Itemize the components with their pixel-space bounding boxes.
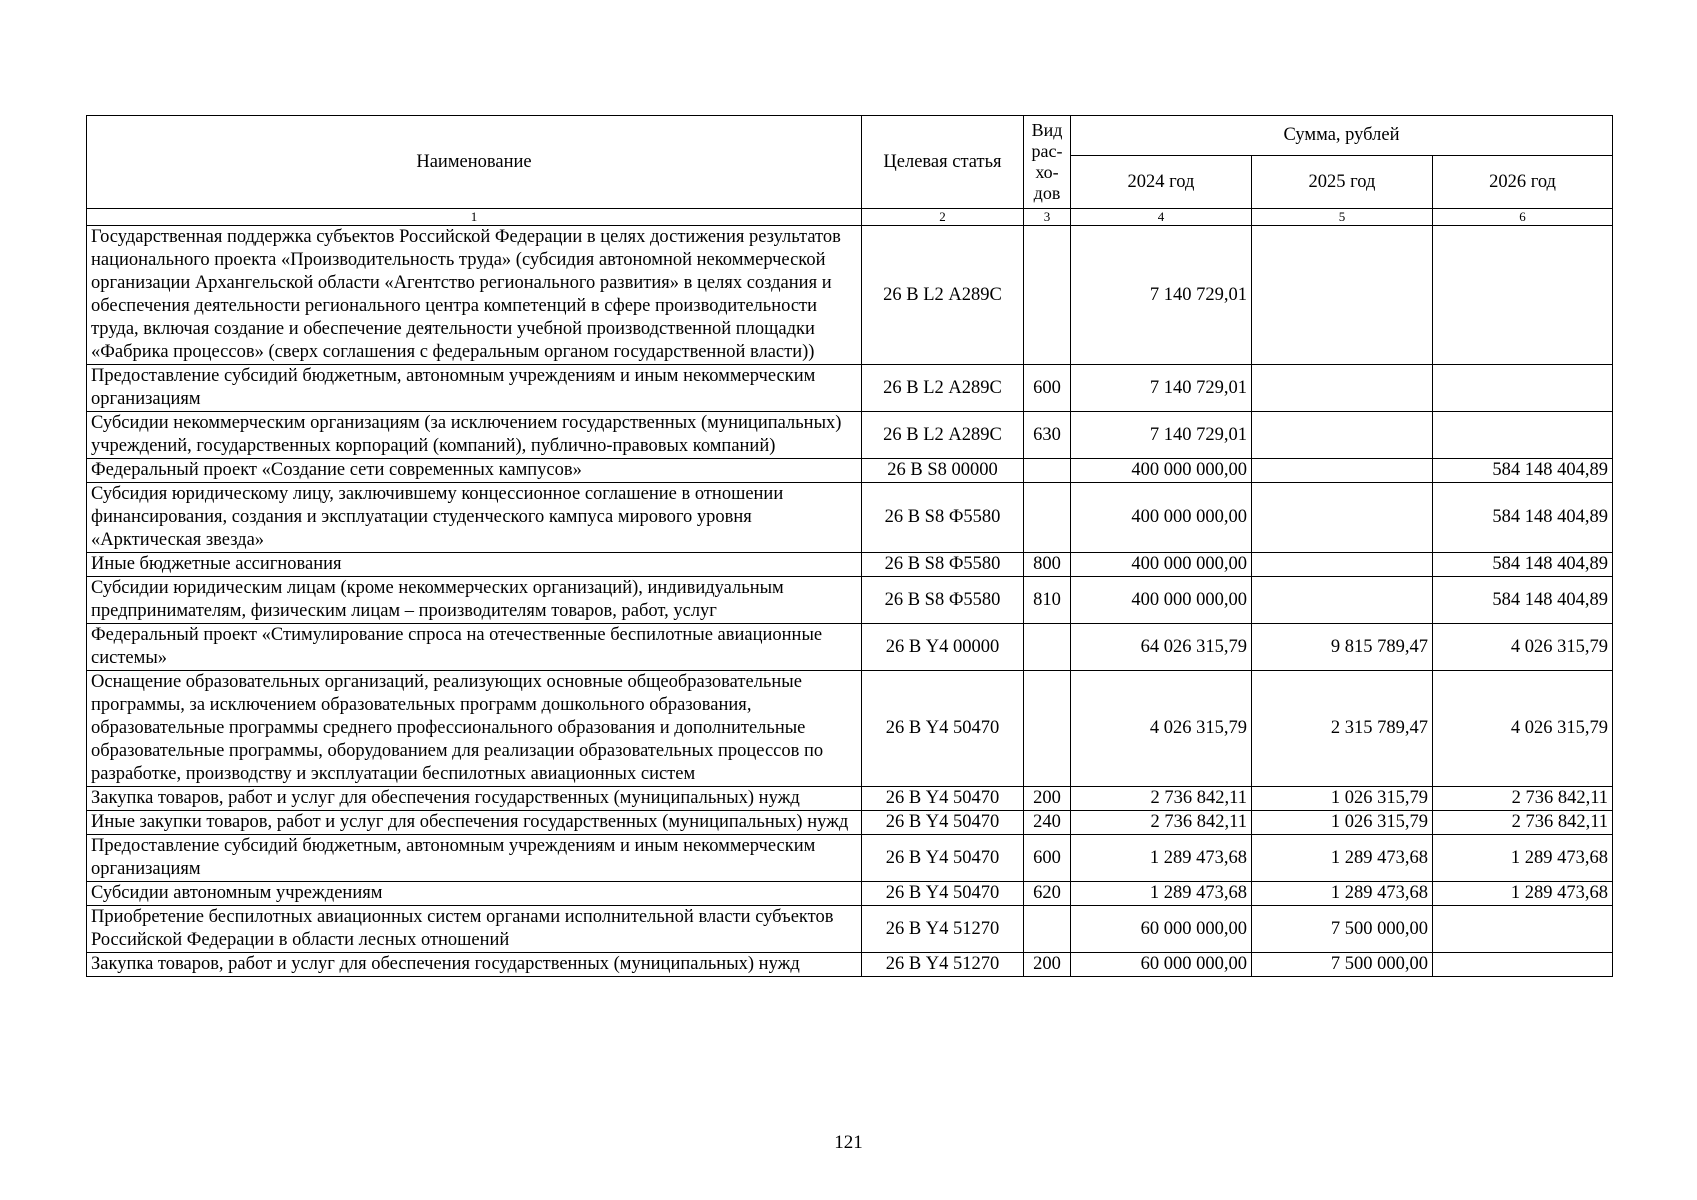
row-amount-2025: 7 500 000,00 (1252, 906, 1433, 953)
row-name: Федеральный проект «Создание сети современных кампусов» (87, 459, 862, 483)
row-target-code: 26 В Y4 50470 (862, 811, 1024, 835)
page-number: 121 (834, 1132, 863, 1153)
row-amount-2025 (1252, 412, 1433, 459)
row-amount-2024: 4 026 315,79 (1071, 671, 1252, 787)
row-target-code: 26 В Y4 50470 (862, 787, 1024, 811)
table-row (87, 671, 1613, 787)
table-row (87, 953, 1613, 977)
row-name: Закупка товаров, работ и услуг для обеспечения государственных (муниципальных) нужд (87, 953, 862, 977)
row-target-code: 26 В S8 Ф5580 (862, 483, 1024, 553)
row-amount-2026: 584 148 404,89 (1433, 553, 1613, 577)
row-target-code: 26 В Y4 50470 (862, 882, 1024, 906)
row-amount-2024: 2 736 842,11 (1071, 787, 1252, 811)
row-amount-2026: 584 148 404,89 (1433, 577, 1613, 624)
row-amount-2024: 2 736 842,11 (1071, 811, 1252, 835)
table-row (87, 787, 1613, 811)
row-target-code: 26 В S8 Ф5580 (862, 577, 1024, 624)
row-expense-type: 600 (1024, 835, 1071, 882)
row-amount-2024: 1 289 473,68 (1071, 835, 1252, 882)
row-name: Федеральный проект «Стимулирование спроса на отечественные беспилотные авиационные системы» (87, 624, 862, 671)
row-amount-2025: 1 026 315,79 (1252, 787, 1433, 811)
header-year-2026: 2026 год (1433, 156, 1613, 209)
row-amount-2024: 400 000 000,00 (1071, 553, 1252, 577)
table-header (87, 116, 1613, 226)
row-amount-2026: 4 026 315,79 (1433, 624, 1613, 671)
row-name: Оснащение образовательных организаций, реализующих основные общеобразовательные программы, за исключением образовательных программ дошкольного образования, образовательные программы среднего профессионального образования и дополнительные образовательные программы, оборудованием для реализации образовательных процессов по разработке, производству и эксплуатации беспилотных авиационных систем (87, 671, 862, 787)
row-expense-type: 600 (1024, 365, 1071, 412)
budget-table (86, 115, 1613, 977)
table-row (87, 906, 1613, 953)
row-amount-2024: 7 140 729,01 (1071, 365, 1252, 412)
row-amount-2025: 1 289 473,68 (1252, 835, 1433, 882)
row-amount-2024: 400 000 000,00 (1071, 483, 1252, 553)
row-amount-2024: 1 289 473,68 (1071, 882, 1252, 906)
row-amount-2025 (1252, 483, 1433, 553)
row-amount-2026: 584 148 404,89 (1433, 459, 1613, 483)
row-amount-2026 (1433, 365, 1613, 412)
row-name: Субсидия юридическому лицу, заключившему концессионное соглашение в отношении финансирования, создания и эксплуатации студенческого кампуса мирового уровня «Арктическая звезда» (87, 483, 862, 553)
row-name: Субсидии некоммерческим организациям (за исключением государственных (муниципальных) учреждений, государственных корпораций (компаний), публично-правовых компаний) (87, 412, 862, 459)
row-amount-2025 (1252, 577, 1433, 624)
table-body (87, 226, 1613, 977)
row-expense-type: 200 (1024, 787, 1071, 811)
table-row (87, 459, 1613, 483)
row-name: Субсидии автономным учреждениям (87, 882, 862, 906)
row-amount-2024: 64 026 315,79 (1071, 624, 1252, 671)
row-amount-2025 (1252, 226, 1433, 365)
row-amount-2026: 2 736 842,11 (1433, 787, 1613, 811)
row-amount-2024: 7 140 729,01 (1071, 226, 1252, 365)
row-target-code: 26 В S8 Ф5580 (862, 553, 1024, 577)
row-target-code: 26 В L2 А289С (862, 365, 1024, 412)
col-number-2: 2 (862, 209, 1024, 226)
header-year-2024: 2024 год (1071, 156, 1252, 209)
row-target-code: 26 В Y4 50470 (862, 671, 1024, 787)
table-row (87, 577, 1613, 624)
row-expense-type (1024, 226, 1071, 365)
row-amount-2025: 1 026 315,79 (1252, 811, 1433, 835)
row-name: Предоставление субсидий бюджетным, автономным учреждениям и иным некоммерческим организациям (87, 835, 862, 882)
row-amount-2025 (1252, 365, 1433, 412)
row-expense-type (1024, 624, 1071, 671)
row-amount-2024: 60 000 000,00 (1071, 906, 1252, 953)
row-target-code: 26 В Y4 51270 (862, 906, 1024, 953)
row-amount-2025: 7 500 000,00 (1252, 953, 1433, 977)
header-expense-type: Вид рас-хо-дов (1024, 116, 1071, 209)
row-amount-2025: 2 315 789,47 (1252, 671, 1433, 787)
row-expense-type (1024, 906, 1071, 953)
header-sum-title: Сумма, рублей (1071, 116, 1613, 156)
row-target-code: 26 В Y4 50470 (862, 835, 1024, 882)
row-name: Предоставление субсидий бюджетным, автономным учреждениям и иным некоммерческим организациям (87, 365, 862, 412)
col-number-4: 4 (1071, 209, 1252, 226)
row-amount-2026: 2 736 842,11 (1433, 811, 1613, 835)
row-amount-2025 (1252, 553, 1433, 577)
row-amount-2026 (1433, 226, 1613, 365)
table-row (87, 882, 1613, 906)
table-row (87, 483, 1613, 553)
row-amount-2026: 4 026 315,79 (1433, 671, 1613, 787)
row-amount-2024: 60 000 000,00 (1071, 953, 1252, 977)
row-amount-2026 (1433, 906, 1613, 953)
row-expense-type: 810 (1024, 577, 1071, 624)
row-amount-2025: 9 815 789,47 (1252, 624, 1433, 671)
table-row (87, 553, 1613, 577)
row-expense-type: 800 (1024, 553, 1071, 577)
row-name: Приобретение беспилотных авиационных систем органами исполнительной власти субъектов Российской Федерации в области лесных отношений (87, 906, 862, 953)
table-row (87, 412, 1613, 459)
row-amount-2026: 1 289 473,68 (1433, 882, 1613, 906)
row-name: Закупка товаров, работ и услуг для обеспечения государственных (муниципальных) нужд (87, 787, 862, 811)
header-target: Целевая статья (862, 116, 1024, 209)
row-expense-type: 240 (1024, 811, 1071, 835)
row-expense-type: 620 (1024, 882, 1071, 906)
row-amount-2025 (1252, 459, 1433, 483)
row-amount-2026: 1 289 473,68 (1433, 835, 1613, 882)
table-row (87, 835, 1613, 882)
col-number-6: 6 (1433, 209, 1613, 226)
row-target-code: 26 В L2 А289С (862, 412, 1024, 459)
header-year-2025: 2025 год (1252, 156, 1433, 209)
row-target-code: 26 В S8 00000 (862, 459, 1024, 483)
row-expense-type: 200 (1024, 953, 1071, 977)
table-row (87, 811, 1613, 835)
row-name: Иные закупки товаров, работ и услуг для обеспечения государственных (муниципальных) нужд (87, 811, 862, 835)
row-amount-2024: 400 000 000,00 (1071, 459, 1252, 483)
row-amount-2024: 7 140 729,01 (1071, 412, 1252, 459)
table-row (87, 624, 1613, 671)
row-target-code: 26 В Y4 00000 (862, 624, 1024, 671)
col-number-1: 1 (87, 209, 862, 226)
col-number-5: 5 (1252, 209, 1433, 226)
row-amount-2026: 584 148 404,89 (1433, 483, 1613, 553)
row-amount-2025: 1 289 473,68 (1252, 882, 1433, 906)
row-expense-type (1024, 459, 1071, 483)
row-amount-2024: 400 000 000,00 (1071, 577, 1252, 624)
row-target-code: 26 В Y4 51270 (862, 953, 1024, 977)
table-row (87, 365, 1613, 412)
row-name: Субсидии юридическим лицам (кроме некоммерческих организаций), индивидуальным предпринимателям, физическим лицам – производителям товаров, работ, услуг (87, 577, 862, 624)
row-amount-2026 (1433, 953, 1613, 977)
row-expense-type (1024, 483, 1071, 553)
header-name: Наименование (87, 116, 862, 209)
col-number-3: 3 (1024, 209, 1071, 226)
table-row (87, 226, 1613, 365)
row-name: Иные бюджетные ассигнования (87, 553, 862, 577)
row-amount-2026 (1433, 412, 1613, 459)
row-expense-type (1024, 671, 1071, 787)
row-target-code: 26 В L2 А289С (862, 226, 1024, 365)
row-name: Государственная поддержка субъектов Российской Федерации в целях достижения результатов национального проекта «Производительность труда» (субсидия автономной некоммерческой организации Архангельской области «Агентство регионального развития» в целях создания и обеспечения деятельности регионального центра компетенций в сфере производительности труда, включая создание и обеспечение деятельности учебной производственной площадки «Фабрика процессов» (сверх соглашения с федеральным органом государственной власти)) (87, 226, 862, 365)
row-expense-type: 630 (1024, 412, 1071, 459)
